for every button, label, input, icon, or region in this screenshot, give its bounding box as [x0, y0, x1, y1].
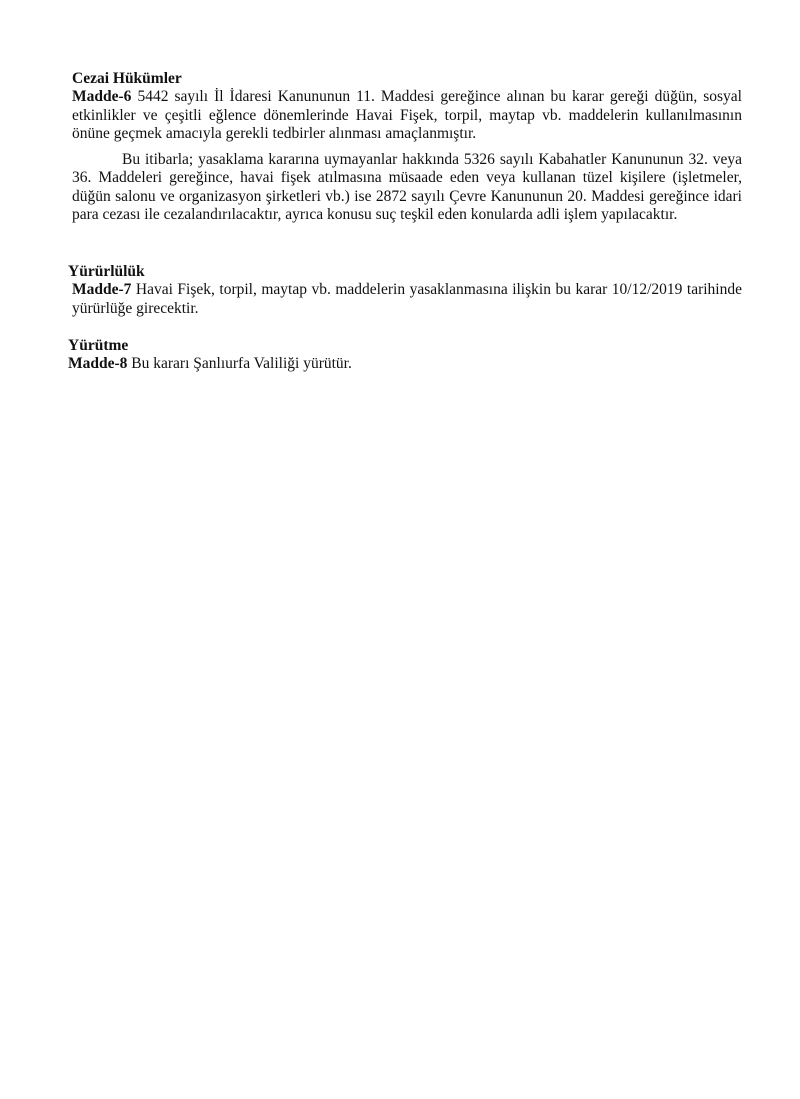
section-heading: Yürürlülük — [68, 263, 145, 280]
section-yurutme — [68, 337, 742, 374]
article-label: Madde-6 — [72, 88, 132, 105]
section-cezai-hukumler — [72, 70, 742, 225]
article-text: Bu kararı Şanlıurfa Valiliği yürütür. — [127, 355, 352, 372]
article-paragraph — [68, 355, 742, 374]
article-paragraph — [68, 281, 742, 318]
article-text: 5442 sayılı İl İdaresi Kanununun 11. Maddesi gereğince alınan bu karar gereği düğün, sosyal etkinlikler ve çeşitli eğlence dönemlerinde Havai Fişek, torpil, maytap vb. maddelerin kullanılmasının önüne geçmek amacıyla gerekli tedbirler alınması amaçlanmıştır. — [72, 88, 742, 142]
article-paragraph — [72, 88, 742, 144]
article-text: Havai Fişek, torpil, maytap vb. maddelerin yasaklanmasına ilişkin bu karar 10/12/2019 tarihinde yürürlüğe girecektir. — [72, 281, 742, 317]
article-paragraph-continued: Bu itibarla; yasaklama kararına uymayanlar hakkında 5326 sayılı Kabahatler Kanununun 32. veya 36. Maddeleri gereğince, havai fişek atılmasına müsaade eden veya kullanan tüzel kişilere (işletmeler, düğün salonu ve organizasyon şirketleri vb.) ise 2872 sayılı Çevre Kanununun 20. Maddesi gereğince idari para cezası ile cezalandırılacaktır, ayrıca konusu suç teşkil eden konularda adli işlem yapılacaktır. — [72, 150, 742, 223]
article-label: Madde-8 — [68, 355, 128, 372]
section-heading: Yürütme — [68, 337, 129, 354]
article-label: Madde-7 — [72, 281, 132, 298]
section-yururluluk — [68, 263, 742, 318]
section-heading: Cezai Hükümler — [72, 70, 182, 87]
